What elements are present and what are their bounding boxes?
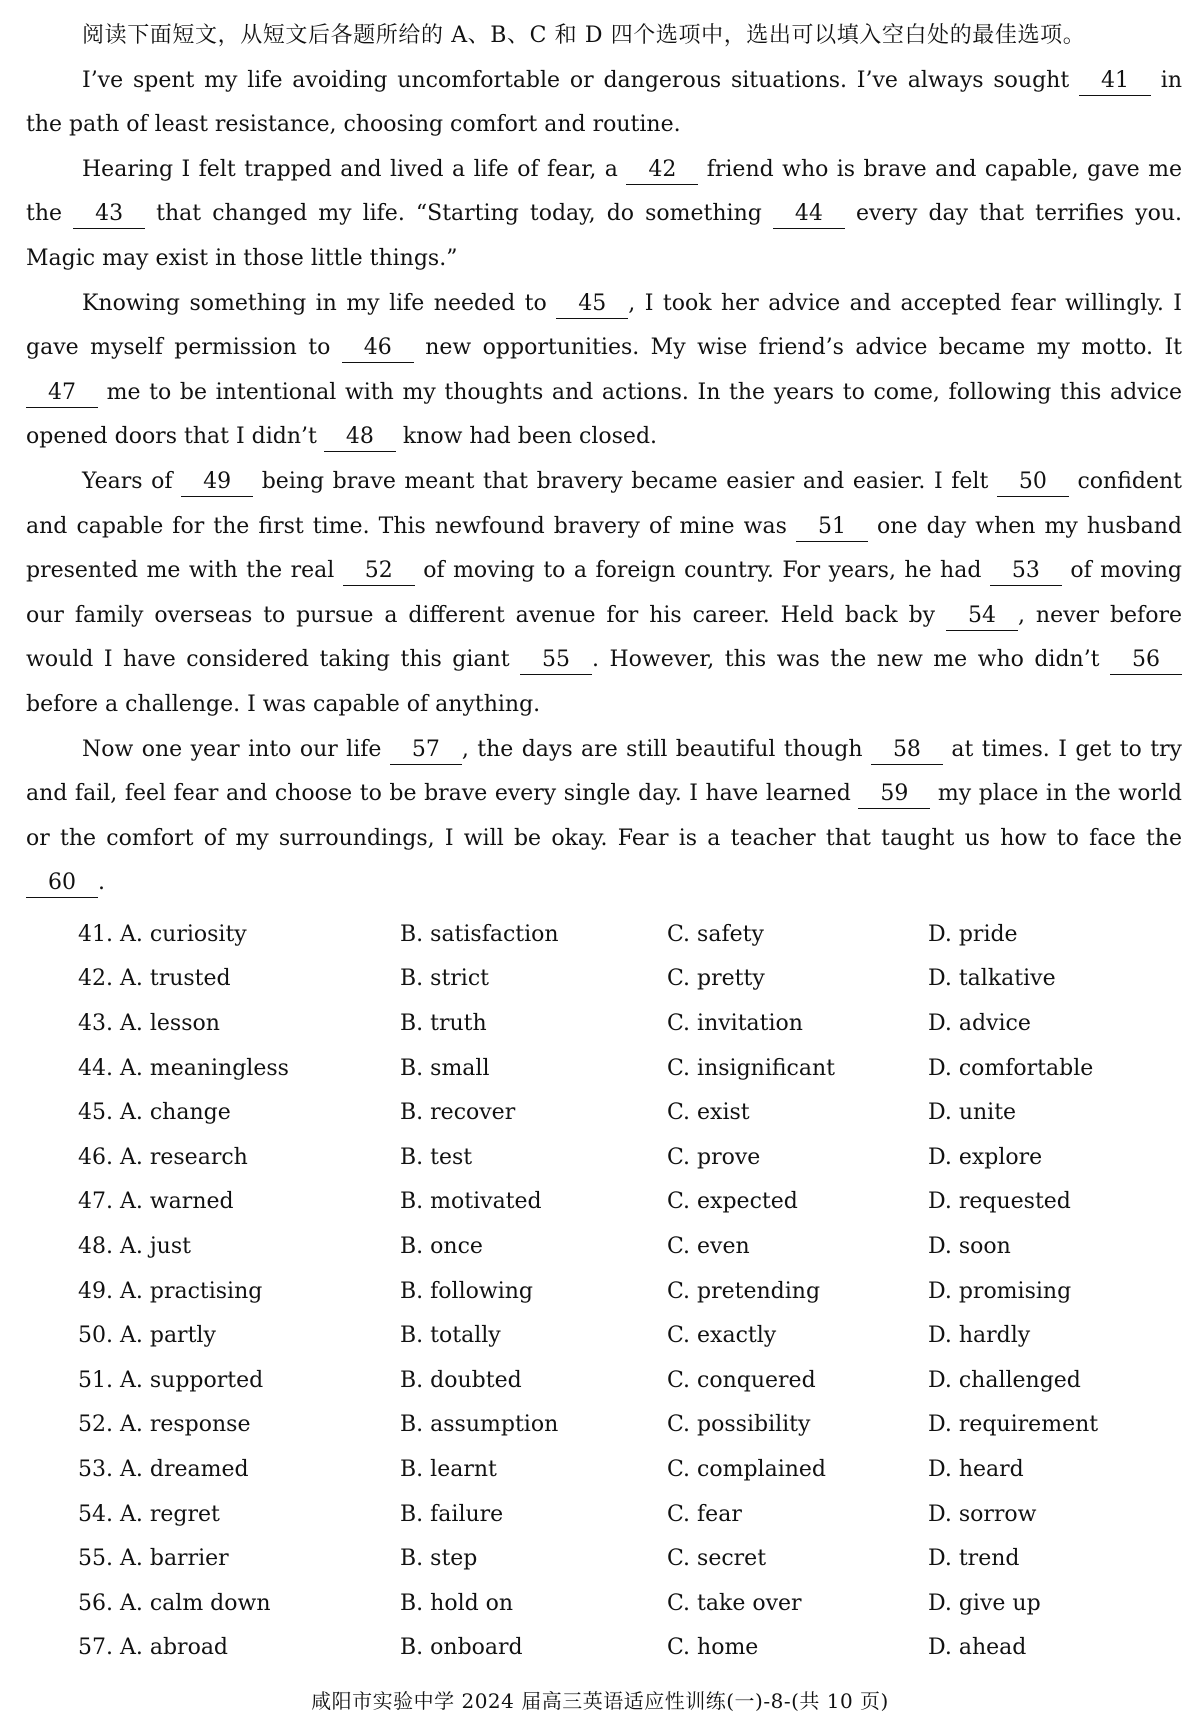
passage-text: every day that terrifies you. Magic may exist in those little things.” [26, 201, 1182, 271]
option-c: C. complained [667, 1456, 827, 1482]
option-c: C. prove [667, 1144, 761, 1170]
option-a: 55. A. barrier [78, 1546, 229, 1572]
passage-text: that changed my life. “Starting today, do something [145, 201, 773, 227]
passage-text: friend who is brave and capable, gave me the [26, 156, 1182, 227]
option-d: D. heard [928, 1456, 1024, 1482]
option-b: B. totally [400, 1323, 501, 1349]
option-c: C. conquered [667, 1367, 816, 1393]
option-c: C. pretending [667, 1278, 821, 1304]
passage-text: Knowing something in my life needed to [82, 290, 557, 316]
option-c: C. fear [667, 1501, 742, 1527]
option-row [78, 1269, 1168, 1314]
option-row [78, 1090, 1168, 1135]
option-row [78, 1492, 1168, 1537]
option-b: B. recover [400, 1100, 516, 1126]
option-a: 54. A. regret [78, 1501, 220, 1527]
option-c: C. exist [667, 1100, 750, 1126]
blank-51: 51 [796, 513, 868, 542]
option-d: D. explore [928, 1144, 1043, 1170]
passage-paragraph [26, 460, 1182, 728]
option-c: C. secret [667, 1546, 767, 1572]
passage-text: I’ve spent my life avoiding uncomfortable or dangerous situations. I’ve always sought [82, 67, 1079, 93]
option-c: C. even [667, 1233, 750, 1259]
passage-text: . [98, 870, 105, 896]
option-b: B. truth [400, 1010, 487, 1036]
option-row [78, 1403, 1168, 1448]
option-a: 43. A. lesson [78, 1010, 220, 1036]
blank-43: 43 [73, 200, 145, 229]
passage-text: in the path of least resistance, choosing comfort and routine. [26, 67, 1182, 138]
passage-text: Years of [82, 468, 182, 494]
blank-47: 47 [26, 379, 98, 408]
option-a: 53. A. dreamed [78, 1456, 249, 1482]
blank-59: 59 [858, 780, 930, 809]
option-b: B. failure [400, 1501, 504, 1527]
option-d: D. trend [928, 1546, 1020, 1572]
instruction-text: 阅读下面短文，从短文后各题所给的 A、B、C 和 D 四个选项中，选出可以填入空白处的最佳选项。 [82, 23, 1086, 48]
option-a: 56. A. calm down [78, 1590, 271, 1616]
option-c: C. expected [667, 1189, 798, 1215]
option-d: D. pride [928, 921, 1018, 947]
passage-text: . However, this was the new me who didn’t [592, 647, 1110, 673]
option-d: D. comfortable [928, 1055, 1094, 1081]
passage-text: my place in the world or the comfort of my surroundings, I will be okay. Fear is a teacher that taught us how to face the [26, 781, 1183, 851]
passage-text: Hearing I felt trapped and lived a life of fear, a [82, 156, 627, 182]
blank-60: 60 [26, 869, 98, 898]
option-a: 50. A. partly [78, 1323, 216, 1349]
option-b: B. motivated [400, 1189, 542, 1215]
blank-45: 45 [556, 290, 628, 319]
option-c: C. take over [667, 1590, 802, 1616]
option-a: 49. A. practising [78, 1278, 263, 1304]
option-b: B. test [400, 1144, 473, 1170]
option-b: B. satisfaction [400, 921, 559, 947]
option-row [78, 1180, 1168, 1225]
passage-paragraph [26, 728, 1182, 906]
passage-text: , never before would I have considered taking this giant [26, 602, 1182, 673]
passage-text: me to be intentional with my thoughts and actions. In the years to come, following this advice opened doors that I didn’t [26, 379, 1182, 450]
option-b: B. learnt [400, 1456, 497, 1482]
blank-54: 54 [946, 602, 1018, 631]
options-list [78, 912, 1168, 1670]
option-c: C. exactly [667, 1323, 777, 1349]
option-b: B. strict [400, 966, 489, 992]
option-a: 47. A. warned [78, 1189, 234, 1215]
passage-text: being brave meant that bravery became easier and easier. I felt [253, 468, 997, 494]
option-d: D. hardly [928, 1323, 1031, 1349]
passage-text: , I took her advice and accepted fear willingly. I gave myself permission to [26, 290, 1183, 361]
option-c: C. invitation [667, 1010, 803, 1036]
option-b: B. step [400, 1546, 478, 1572]
option-row [78, 1313, 1168, 1358]
blank-58: 58 [871, 736, 943, 765]
option-row [78, 1626, 1168, 1671]
option-b: B. small [400, 1055, 490, 1081]
option-c: C. insignificant [667, 1055, 835, 1081]
option-a: 52. A. response [78, 1412, 251, 1438]
page-footer: 咸阳市实验中学 2024 届高三英语适应性训练(一)-8-(共 10 页) [311, 1689, 889, 1713]
passage-paragraph [26, 282, 1182, 460]
option-c: C. home [667, 1635, 759, 1661]
option-row [78, 1447, 1168, 1492]
option-b: B. once [400, 1233, 483, 1259]
option-row [78, 1046, 1168, 1091]
option-d: D. give up [928, 1590, 1041, 1616]
option-d: D. soon [928, 1233, 1011, 1259]
blank-49: 49 [181, 468, 253, 497]
blank-57: 57 [390, 736, 462, 765]
option-row [78, 1001, 1168, 1046]
passage-paragraph [26, 59, 1182, 148]
option-row [78, 957, 1168, 1002]
passage-text: , the days are still beautiful though [461, 736, 871, 762]
passage-text: of moving to a foreign country. For years, he had [414, 558, 990, 584]
option-a: 46. A. research [78, 1144, 248, 1170]
option-c: C. pretty [667, 966, 765, 992]
blank-46: 46 [342, 334, 414, 363]
passage-text: confident and capable for the first time. This newfound bravery of mine was [26, 468, 1182, 539]
cloze-section [26, 14, 1182, 906]
passage [26, 59, 1182, 906]
option-b: B. doubted [400, 1367, 522, 1393]
blank-50: 50 [997, 468, 1069, 497]
option-row [78, 912, 1168, 957]
blank-52: 52 [343, 557, 415, 586]
option-row [78, 1536, 1168, 1581]
option-a: 45. A. change [78, 1100, 231, 1126]
passage-text: Now one year into our life [82, 736, 390, 762]
blank-48: 48 [324, 423, 396, 452]
option-d: D. talkative [928, 966, 1056, 992]
option-c: C. safety [667, 921, 764, 947]
option-a: 51. A. supported [78, 1367, 264, 1393]
option-row [78, 1135, 1168, 1180]
passage-text: of moving our family overseas to pursue a different avenue for his career. Held back by [26, 558, 1183, 628]
blank-41: 41 [1079, 67, 1151, 96]
passage-text: before a challenge. I was capable of anything. [26, 691, 541, 717]
option-d: D. promising [928, 1278, 1072, 1304]
option-a: 44. A. meaningless [78, 1055, 289, 1081]
blank-53: 53 [990, 557, 1062, 586]
blank-44: 44 [773, 200, 845, 229]
option-d: D. challenged [928, 1367, 1081, 1393]
option-d: D. sorrow [928, 1501, 1037, 1527]
option-d: D. requirement [928, 1412, 1099, 1438]
option-b: B. onboard [400, 1635, 523, 1661]
option-a: 41. A. curiosity [78, 921, 247, 947]
option-d: D. advice [928, 1010, 1031, 1036]
option-row [78, 1358, 1168, 1403]
option-d: D. requested [928, 1189, 1071, 1215]
option-row [78, 1224, 1168, 1269]
passage-paragraph [26, 148, 1182, 282]
passage-text: new opportunities. My wise friend’s advice became my motto. It [413, 335, 1182, 361]
passage-text: know had been closed. [395, 424, 658, 450]
option-d: D. unite [928, 1100, 1017, 1126]
option-b: B. following [400, 1278, 533, 1304]
option-row [78, 1581, 1168, 1626]
option-a: 48. A. just [78, 1233, 191, 1259]
blank-55: 55 [520, 646, 592, 675]
option-a: 57. A. abroad [78, 1635, 229, 1661]
option-d: D. ahead [928, 1635, 1027, 1661]
option-b: B. hold on [400, 1590, 514, 1616]
passage-text: one day when my husband presented me with the real [26, 513, 1182, 584]
passage-text: at times. I get to try and fail, feel fear and choose to be brave every single day. I have learned [26, 736, 1182, 807]
blank-42: 42 [626, 156, 698, 185]
blank-56: 56 [1110, 646, 1182, 675]
option-b: B. assumption [400, 1412, 559, 1438]
option-a: 42. A. trusted [78, 966, 231, 992]
option-c: C. possibility [667, 1412, 811, 1438]
